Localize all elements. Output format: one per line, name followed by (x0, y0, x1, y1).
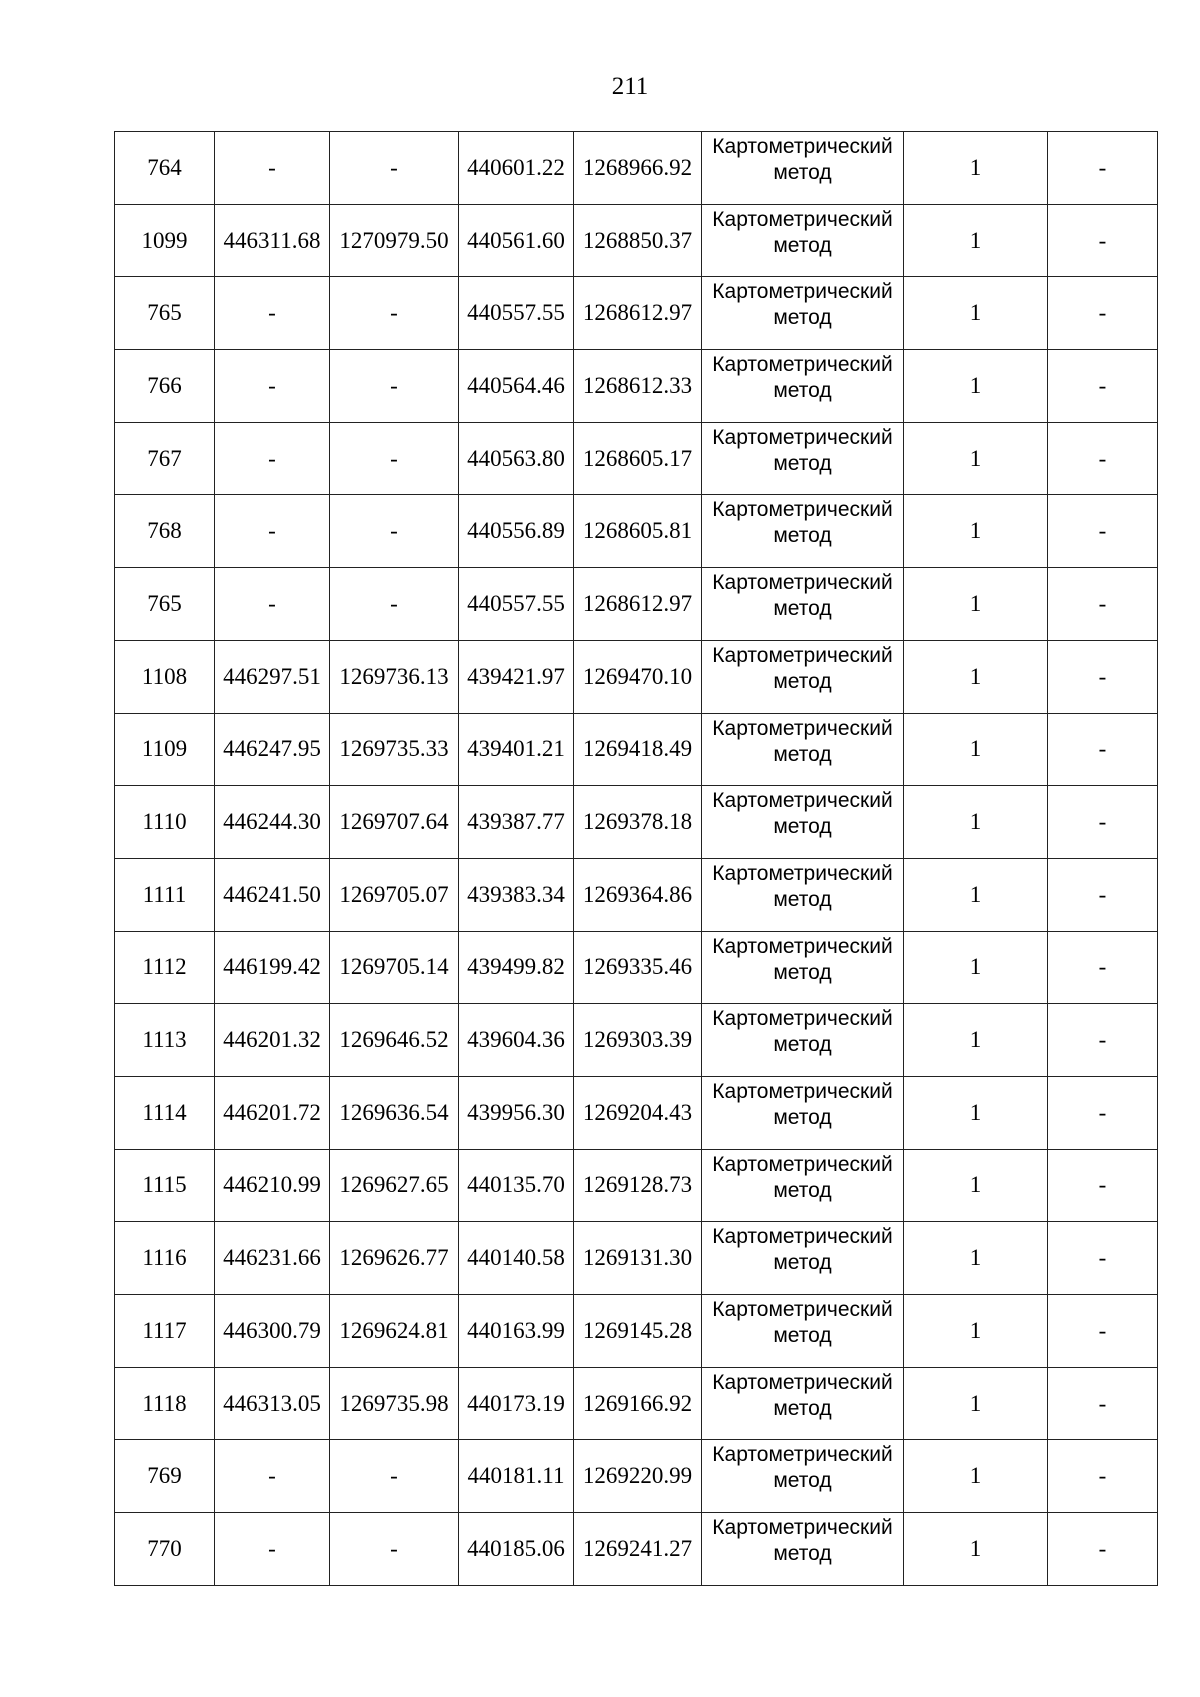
note-cell: - (1048, 495, 1158, 568)
old-y-cell: 1269705.07 (330, 858, 459, 931)
new-y-cell: 1268612.97 (574, 568, 702, 641)
method-line-1: Картометрический (712, 1152, 893, 1176)
method-cell (702, 1513, 904, 1586)
method-line-1: Картометрический (712, 1370, 893, 1394)
method-line-1: Картометрический (712, 716, 893, 740)
table-row (115, 858, 1158, 931)
point-number-cell: 768 (115, 495, 215, 568)
old-y-cell: - (330, 1513, 459, 1586)
note-cell: - (1048, 1004, 1158, 1077)
note-cell: - (1048, 204, 1158, 277)
old-x-cell: 446247.95 (215, 713, 330, 786)
point-number-cell: 1117 (115, 1295, 215, 1368)
table-row (115, 1222, 1158, 1295)
old-y-cell: 1269705.14 (330, 931, 459, 1004)
table-row (115, 204, 1158, 277)
accuracy-cell: 1 (904, 277, 1048, 350)
old-y-cell: 1269627.65 (330, 1149, 459, 1222)
method-cell (702, 1222, 904, 1295)
method-line-1: Картометрический (712, 280, 893, 304)
note-cell: - (1048, 1149, 1158, 1222)
accuracy-cell: 1 (904, 1367, 1048, 1440)
method-line-2: метод (773, 1542, 832, 1566)
coordinates-table (114, 131, 1158, 1586)
new-x-cell: 439401.21 (459, 713, 574, 786)
new-x-cell: 439604.36 (459, 1004, 574, 1077)
accuracy-cell: 1 (904, 1149, 1048, 1222)
new-x-cell: 440601.22 (459, 132, 574, 205)
new-y-cell: 1269131.30 (574, 1222, 702, 1295)
point-number-cell: 765 (115, 277, 215, 350)
point-number-cell: 770 (115, 1513, 215, 1586)
new-y-cell: 1268850.37 (574, 204, 702, 277)
table-row (115, 1440, 1158, 1513)
new-y-cell: 1269204.43 (574, 1076, 702, 1149)
old-y-cell: 1269646.52 (330, 1004, 459, 1077)
method-cell (702, 277, 904, 350)
new-x-cell: 439383.34 (459, 858, 574, 931)
new-y-cell: 1268966.92 (574, 132, 702, 205)
table-body (115, 132, 1158, 1586)
point-number-cell: 1113 (115, 1004, 215, 1077)
point-number-cell: 1099 (115, 204, 215, 277)
method-cell (702, 786, 904, 859)
note-cell: - (1048, 422, 1158, 495)
method-cell (702, 931, 904, 1004)
new-y-cell: 1269335.46 (574, 931, 702, 1004)
old-x-cell: 446241.50 (215, 858, 330, 931)
note-cell: - (1048, 858, 1158, 931)
table-row (115, 495, 1158, 568)
note-cell: - (1048, 132, 1158, 205)
table-row (115, 1004, 1158, 1077)
new-y-cell: 1269418.49 (574, 713, 702, 786)
note-cell: - (1048, 277, 1158, 350)
accuracy-cell: 1 (904, 1004, 1048, 1077)
old-x-cell: 446231.66 (215, 1222, 330, 1295)
point-number-cell: 769 (115, 1440, 215, 1513)
point-number-cell: 1115 (115, 1149, 215, 1222)
accuracy-cell: 1 (904, 495, 1048, 568)
method-line-2: метод (773, 815, 832, 839)
method-cell (702, 422, 904, 495)
accuracy-cell: 1 (904, 1440, 1048, 1513)
accuracy-cell: 1 (904, 350, 1048, 423)
note-cell: - (1048, 1440, 1158, 1513)
accuracy-cell: 1 (904, 931, 1048, 1004)
table-row (115, 1513, 1158, 1586)
old-y-cell: - (330, 568, 459, 641)
old-x-cell: - (215, 495, 330, 568)
method-line-2: метод (773, 306, 832, 330)
table-row (115, 1149, 1158, 1222)
method-line-1: Картометрический (712, 1516, 893, 1540)
method-line-2: метод (773, 597, 832, 621)
new-x-cell: 440181.11 (459, 1440, 574, 1513)
method-line-2: метод (773, 1396, 832, 1420)
accuracy-cell: 1 (904, 1076, 1048, 1149)
method-cell (702, 1076, 904, 1149)
old-x-cell: 446297.51 (215, 640, 330, 713)
old-y-cell: 1269735.98 (330, 1367, 459, 1440)
accuracy-cell: 1 (904, 713, 1048, 786)
table-row (115, 422, 1158, 495)
accuracy-cell: 1 (904, 858, 1048, 931)
method-cell (702, 1295, 904, 1368)
method-line-2: метод (773, 524, 832, 548)
point-number-cell: 1112 (115, 931, 215, 1004)
table-row (115, 713, 1158, 786)
method-line-1: Картометрический (712, 1225, 893, 1249)
table-row (115, 640, 1158, 713)
method-line-1: Картометрический (712, 1298, 893, 1321)
method-line-2: метод (773, 960, 832, 984)
new-y-cell: 1269128.73 (574, 1149, 702, 1222)
old-y-cell: 1270979.50 (330, 204, 459, 277)
table-row (115, 786, 1158, 859)
new-x-cell: 439499.82 (459, 931, 574, 1004)
method-line-2: метод (773, 379, 832, 403)
point-number-cell: 1114 (115, 1076, 215, 1149)
method-line-1: Картометрический (712, 934, 893, 958)
method-line-2: метод (773, 742, 832, 766)
new-y-cell: 1269303.39 (574, 1004, 702, 1077)
new-x-cell: 440185.06 (459, 1513, 574, 1586)
new-x-cell: 440135.70 (459, 1149, 574, 1222)
note-cell: - (1048, 1076, 1158, 1149)
method-cell (702, 1004, 904, 1077)
table-row (115, 1295, 1158, 1368)
old-x-cell: - (215, 422, 330, 495)
old-y-cell: - (330, 1440, 459, 1513)
old-y-cell: - (330, 495, 459, 568)
method-line-1: Картометрический (712, 425, 893, 449)
method-line-1: Картометрический (712, 1007, 893, 1031)
accuracy-cell: 1 (904, 1295, 1048, 1368)
note-cell: - (1048, 1367, 1158, 1440)
new-x-cell: 440564.46 (459, 350, 574, 423)
note-cell: - (1048, 713, 1158, 786)
old-x-cell: - (215, 350, 330, 423)
old-x-cell: - (215, 568, 330, 641)
old-y-cell: - (330, 132, 459, 205)
method-line-1: Картометрический (712, 135, 893, 158)
new-x-cell: 439387.77 (459, 786, 574, 859)
method-line-2: метод (773, 1324, 832, 1347)
table-row (115, 568, 1158, 641)
point-number-cell: 1116 (115, 1222, 215, 1295)
accuracy-cell: 1 (904, 568, 1048, 641)
note-cell: - (1048, 568, 1158, 641)
method-cell (702, 568, 904, 641)
note-cell: - (1048, 931, 1158, 1004)
table-row (115, 931, 1158, 1004)
method-line-1: Картометрический (712, 1443, 893, 1467)
method-line-1: Картометрический (712, 498, 893, 522)
method-line-2: метод (773, 451, 832, 475)
point-number-cell: 1109 (115, 713, 215, 786)
point-number-cell: 1110 (115, 786, 215, 859)
old-y-cell: 1269636.54 (330, 1076, 459, 1149)
accuracy-cell: 1 (904, 1222, 1048, 1295)
table-row (115, 132, 1158, 205)
method-line-2: метод (773, 1105, 832, 1129)
old-x-cell: 446201.72 (215, 1076, 330, 1149)
accuracy-cell: 1 (904, 204, 1048, 277)
new-y-cell: 1268605.17 (574, 422, 702, 495)
new-y-cell: 1268605.81 (574, 495, 702, 568)
point-number-cell: 765 (115, 568, 215, 641)
new-x-cell: 440557.55 (459, 568, 574, 641)
old-y-cell: 1269735.33 (330, 713, 459, 786)
point-number-cell: 1111 (115, 858, 215, 931)
new-x-cell: 440556.89 (459, 495, 574, 568)
table-row (115, 1076, 1158, 1149)
old-x-cell: 446311.68 (215, 204, 330, 277)
old-x-cell: - (215, 277, 330, 350)
method-line-1: Картометрический (712, 207, 893, 231)
old-x-cell: - (215, 1440, 330, 1513)
new-y-cell: 1269378.18 (574, 786, 702, 859)
method-line-2: метод (773, 1469, 832, 1493)
new-x-cell: 439956.30 (459, 1076, 574, 1149)
method-cell (702, 132, 904, 205)
new-y-cell: 1269470.10 (574, 640, 702, 713)
point-number-cell: 1108 (115, 640, 215, 713)
method-line-2: метод (773, 1178, 832, 1202)
point-number-cell: 764 (115, 132, 215, 205)
point-number-cell: 1118 (115, 1367, 215, 1440)
table-row (115, 350, 1158, 423)
method-line-1: Картометрический (712, 643, 893, 667)
accuracy-cell: 1 (904, 640, 1048, 713)
new-y-cell: 1269364.86 (574, 858, 702, 931)
method-line-1: Картометрический (712, 861, 893, 885)
old-y-cell: - (330, 277, 459, 350)
method-cell (702, 495, 904, 568)
table-row (115, 1367, 1158, 1440)
old-x-cell: 446313.05 (215, 1367, 330, 1440)
method-line-2: метод (773, 887, 832, 911)
method-line-2: метод (773, 1251, 832, 1275)
new-x-cell: 440557.55 (459, 277, 574, 350)
accuracy-cell: 1 (904, 1513, 1048, 1586)
old-x-cell: 446300.79 (215, 1295, 330, 1368)
method-cell (702, 713, 904, 786)
old-y-cell: - (330, 422, 459, 495)
note-cell: - (1048, 1295, 1158, 1368)
old-y-cell: 1269707.64 (330, 786, 459, 859)
page-number: 211 (611, 73, 649, 100)
method-cell (702, 1367, 904, 1440)
old-y-cell: 1269736.13 (330, 640, 459, 713)
new-x-cell: 440140.58 (459, 1222, 574, 1295)
old-x-cell: 446210.99 (215, 1149, 330, 1222)
old-y-cell: - (330, 350, 459, 423)
new-x-cell: 440163.99 (459, 1295, 574, 1368)
point-number-cell: 767 (115, 422, 215, 495)
old-x-cell: 446244.30 (215, 786, 330, 859)
new-x-cell: 439421.97 (459, 640, 574, 713)
method-cell (702, 1440, 904, 1513)
old-y-cell: 1269626.77 (330, 1222, 459, 1295)
method-line-2: метод (773, 669, 832, 693)
new-y-cell: 1268612.97 (574, 277, 702, 350)
old-y-cell: 1269624.81 (330, 1295, 459, 1368)
method-line-1: Картометрический (712, 353, 893, 377)
note-cell: - (1048, 1513, 1158, 1586)
new-y-cell: 1268612.33 (574, 350, 702, 423)
new-x-cell: 440173.19 (459, 1367, 574, 1440)
old-x-cell: 446199.42 (215, 931, 330, 1004)
old-x-cell: - (215, 132, 330, 205)
method-line-1: Картометрический (712, 789, 893, 813)
old-x-cell: 446201.32 (215, 1004, 330, 1077)
method-line-1: Картометрический (712, 571, 893, 595)
method-cell (702, 640, 904, 713)
note-cell: - (1048, 350, 1158, 423)
new-y-cell: 1269166.92 (574, 1367, 702, 1440)
note-cell: - (1048, 786, 1158, 859)
method-cell (702, 350, 904, 423)
new-y-cell: 1269145.28 (574, 1295, 702, 1368)
accuracy-cell: 1 (904, 422, 1048, 495)
new-x-cell: 440561.60 (459, 204, 574, 277)
note-cell: - (1048, 1222, 1158, 1295)
method-line-1: Картометрический (712, 1079, 893, 1103)
method-line-2: метод (773, 233, 832, 257)
method-line-2: метод (773, 1033, 832, 1057)
note-cell: - (1048, 640, 1158, 713)
table-row (115, 277, 1158, 350)
method-cell (702, 858, 904, 931)
new-x-cell: 440563.80 (459, 422, 574, 495)
method-cell (702, 1149, 904, 1222)
method-cell (702, 204, 904, 277)
method-line-2: метод (773, 161, 832, 184)
accuracy-cell: 1 (904, 132, 1048, 205)
point-number-cell: 766 (115, 350, 215, 423)
accuracy-cell: 1 (904, 786, 1048, 859)
new-y-cell: 1269241.27 (574, 1513, 702, 1586)
old-x-cell: - (215, 1513, 330, 1586)
new-y-cell: 1269220.99 (574, 1440, 702, 1513)
